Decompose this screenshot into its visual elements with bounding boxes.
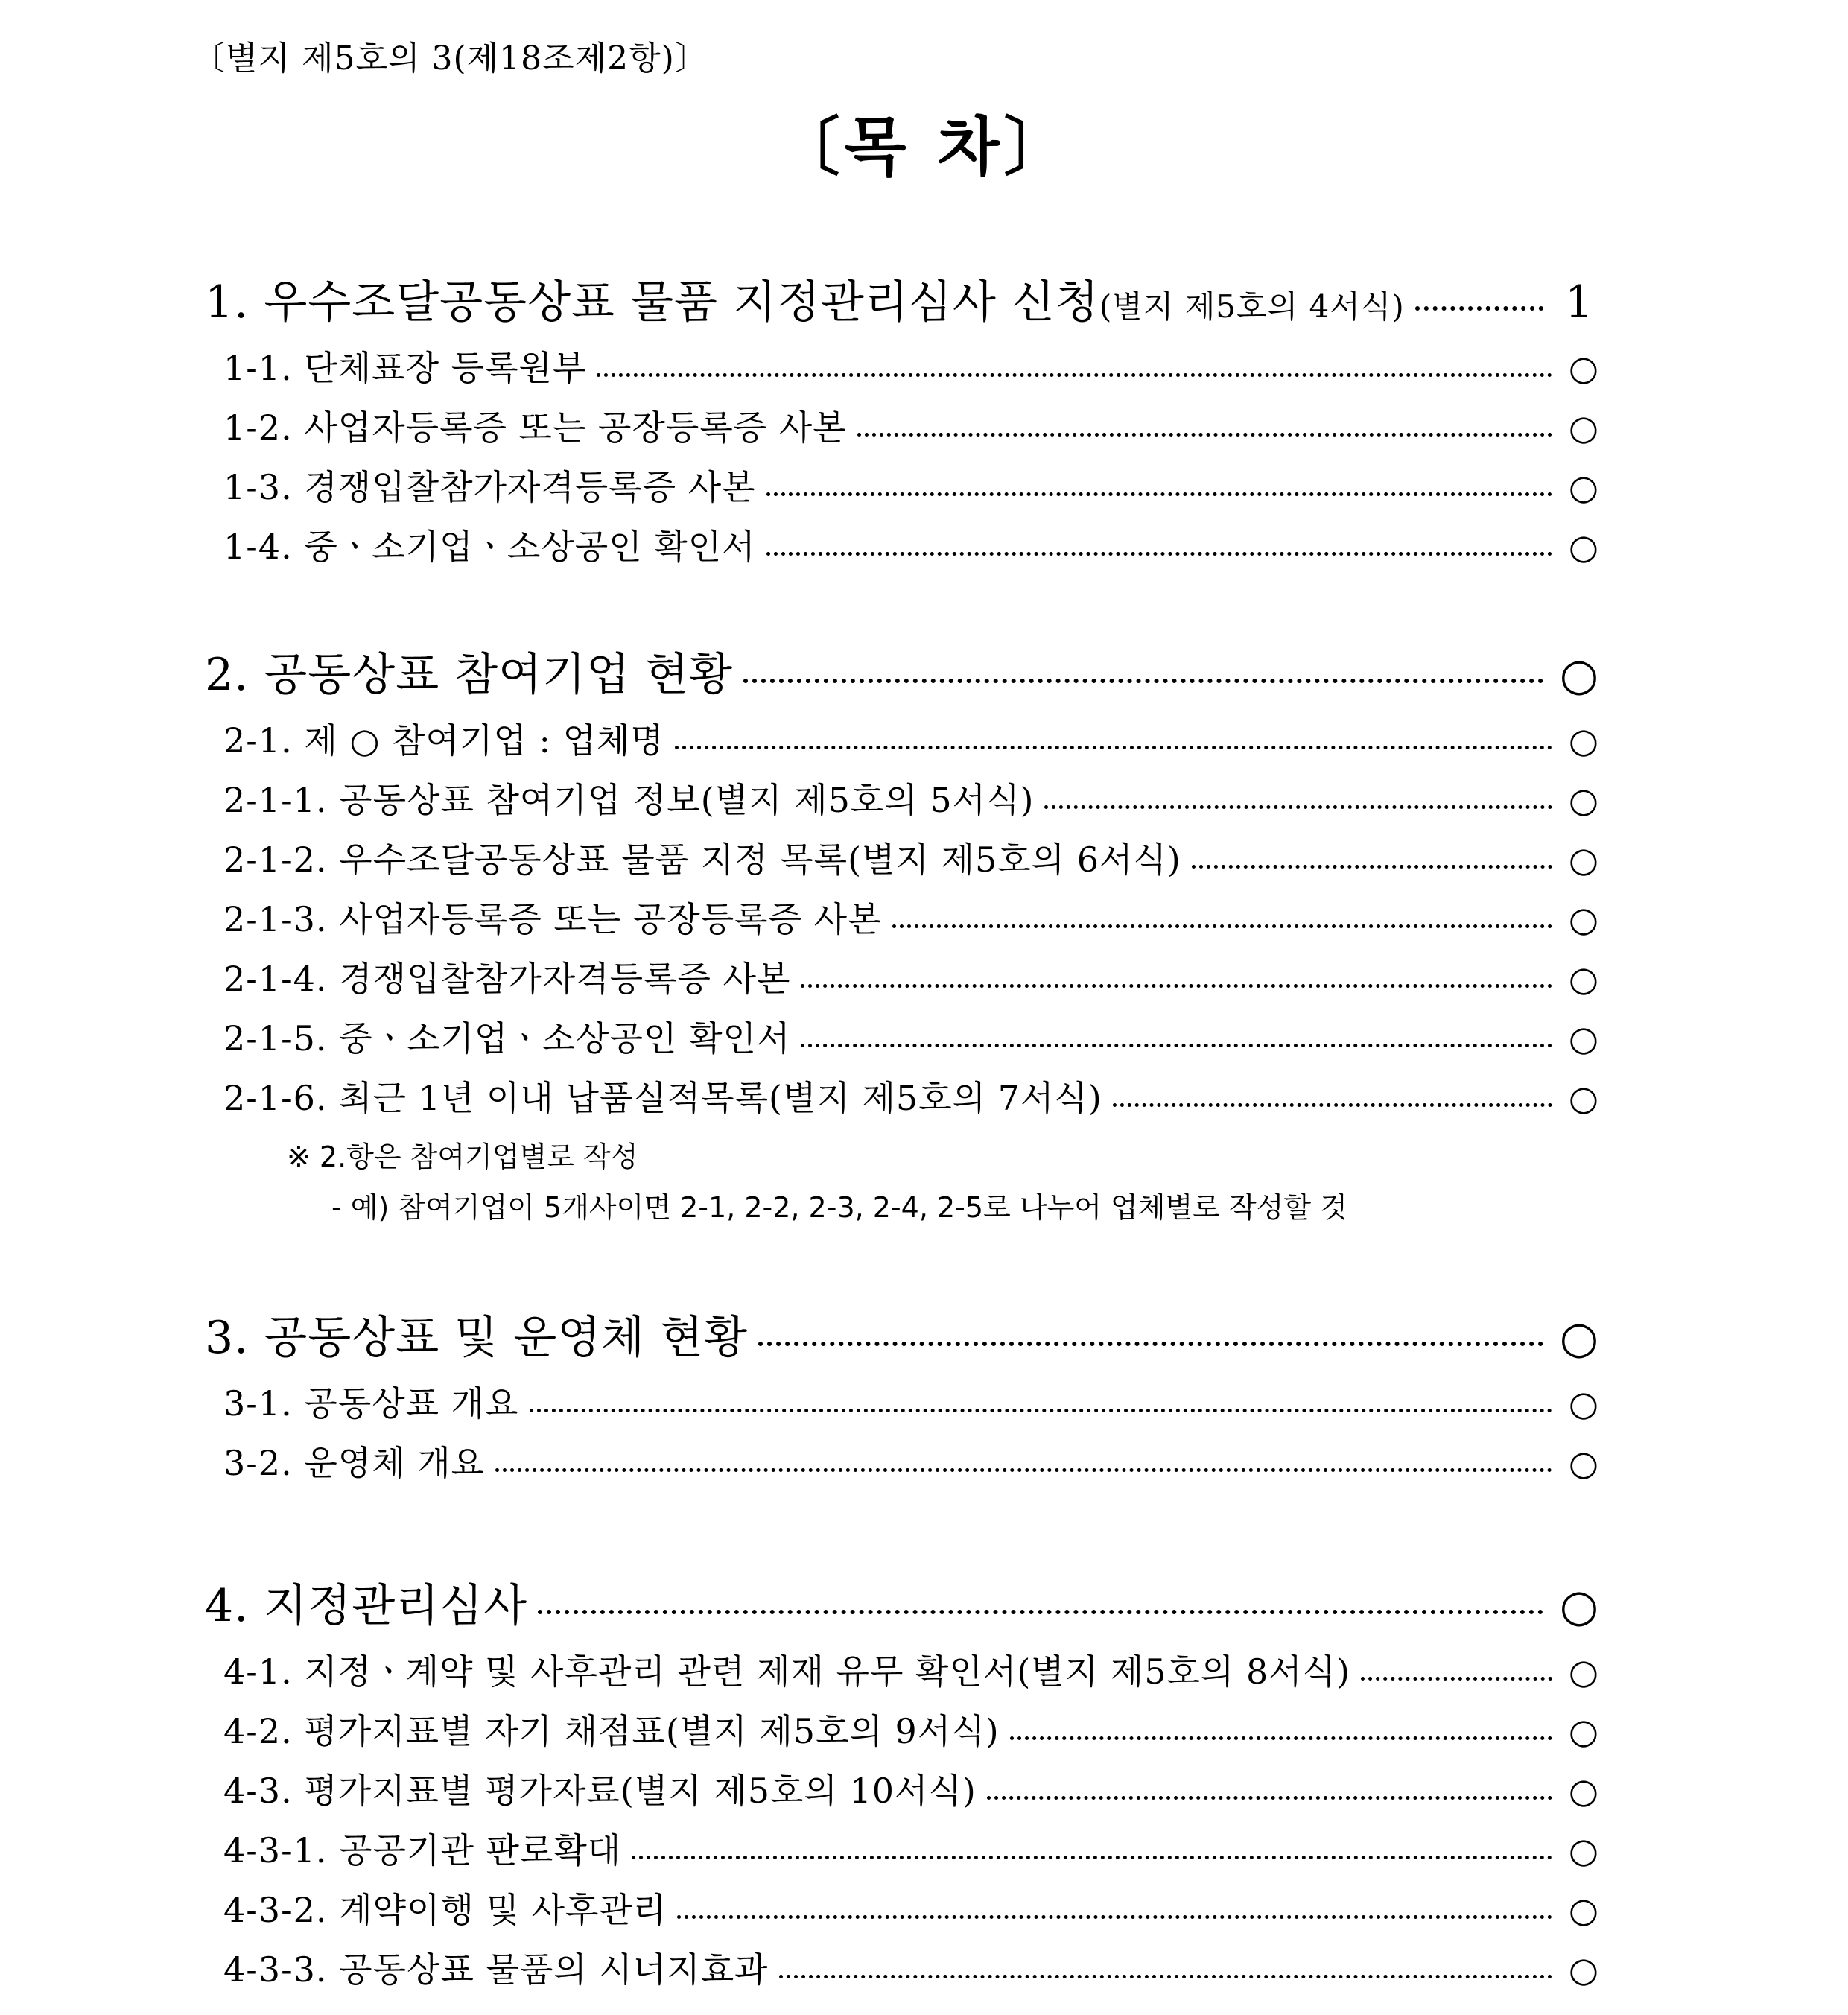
toc-item-label: 1-2. 사업자등록증 또는 공장등록증 사본	[223, 407, 847, 448]
toc-item-page: ○	[1568, 1383, 1599, 1424]
dot-leader	[677, 1915, 1552, 1919]
toc-section-2	[205, 639, 1601, 699]
dot-leader	[1415, 306, 1543, 311]
dot-leader	[1113, 1103, 1552, 1107]
toc-item-2-1-5	[223, 1012, 1601, 1061]
toc-item-label: 1-4. 중ㆍ소기업ㆍ소상공인 확인서	[223, 527, 756, 567]
toc-item-label: 4-2. 평가지표별 자기 채점표(별지 제5호의 9서식)	[223, 1711, 1000, 1751]
toc-item-label: 2-1-3. 사업자등록증 또는 공장등록증 사본	[223, 899, 882, 939]
toc-section-1	[205, 267, 1601, 329]
toc-item-label: 1-3. 경쟁입찰참가자격등록증 사본	[223, 467, 756, 507]
toc-section-1-page: 1	[1564, 276, 1594, 329]
toc-item-4-2	[223, 1704, 1601, 1754]
toc-section-4	[205, 1570, 1601, 1630]
dot-leader	[743, 679, 1543, 683]
toc-item-1-1	[223, 341, 1601, 390]
toc-item-page: ○	[1568, 1443, 1599, 1483]
toc-item-1-2	[223, 401, 1601, 450]
toc-item-page: ○	[1568, 780, 1599, 820]
toc-item-label: 3-1. 공동상표 개요	[223, 1383, 519, 1424]
toc-item-label: 3-2. 운영체 개요	[223, 1443, 486, 1483]
dot-leader	[495, 1468, 1552, 1472]
page-title: 〔목 차〕	[775, 110, 1073, 185]
toc-item-label: 2-1. 제 ○ 참여기업 : 업체명	[223, 720, 664, 761]
toc-item-page: ○	[1568, 959, 1599, 999]
toc-item-page: ○	[1568, 1711, 1599, 1751]
toc-item-label: 4-3-2. 계약이행 및 사후관리	[223, 1890, 667, 1930]
toc-item-page: ○	[1568, 899, 1599, 939]
toc-item-4-1	[223, 1645, 1601, 1694]
toc-item-2-1-3	[223, 892, 1601, 942]
toc-item-page: ○	[1568, 527, 1599, 567]
toc-item-page: ○	[1568, 1830, 1599, 1870]
toc-item-page: ○	[1568, 840, 1599, 880]
toc-section-3-title: 3. 공동상표 및 운영체 현황	[205, 1312, 749, 1364]
dot-leader	[538, 1610, 1543, 1614]
toc-section-2-page: ○	[1559, 649, 1599, 701]
toc-item-2-1-1	[223, 773, 1601, 822]
dot-leader	[597, 373, 1552, 377]
toc-item-page: ○	[1568, 720, 1599, 761]
toc-item-2-1	[223, 714, 1601, 763]
toc-item-4-3	[223, 1764, 1601, 1813]
toc-item-3-1	[223, 1377, 1601, 1426]
toc-item-label: 4-3-1. 공공기관 판로확대	[223, 1830, 622, 1870]
toc-item-page: ○	[1568, 1651, 1599, 1692]
dot-leader	[758, 1342, 1543, 1346]
toc-item-2-1-2	[223, 833, 1601, 882]
toc-item-label: 4-3. 평가지표별 평가자료(별지 제5호의 10서식)	[223, 1771, 977, 1811]
toc-item-label: 4-1. 지정ㆍ계약 및 사후관리 관련 제재 유무 확인서(별지 제5호의 8서식)	[223, 1651, 1351, 1692]
toc-item-1-4	[223, 520, 1601, 569]
toc-item-page: ○	[1568, 1890, 1599, 1930]
toc-section-3	[205, 1302, 1601, 1362]
toc-item-page: ○	[1568, 467, 1599, 507]
toc-section-4-title: 4. 지정관리심사	[205, 1580, 528, 1632]
toc-item-page: ○	[1568, 1018, 1599, 1059]
toc-item-label: 2-1-2. 우수조달공동상표 물품 지정 목록(별지 제5호의 6서식)	[223, 840, 1181, 880]
note-line: ※ 2.항은 참여기업별로 작성	[287, 1140, 638, 1173]
toc-item-label: 2-1-1. 공동상표 참여기업 정보(별지 제5호의 5서식)	[223, 780, 1035, 820]
toc-item-label: 2-1-6. 최근 1년 이내 납품실적목록(별지 제5호의 7서식)	[223, 1078, 1102, 1118]
dot-leader	[1044, 805, 1552, 809]
form-label: 〔별지 제5호의 3(제18조제2항)〕	[192, 39, 708, 77]
dot-leader	[779, 1975, 1552, 1978]
toc-section-1-title: 1. 우수조달공동상표 물품 지정관리심사 신청(별지 제5호의 4서식)	[205, 276, 1405, 329]
toc-item-label: 4-3-3. 공동상표 물품의 시너지효과	[223, 1949, 769, 1990]
dot-leader	[987, 1796, 1552, 1800]
toc-item-2-1-6	[223, 1071, 1601, 1120]
dot-leader	[766, 552, 1552, 556]
toc-item-label: 2-1-4. 경쟁입찰참가자격등록증 사본	[223, 959, 791, 999]
dot-leader	[801, 1044, 1552, 1047]
toc-item-page: ○	[1568, 1949, 1599, 1990]
dot-leader	[892, 924, 1552, 928]
dot-leader	[857, 433, 1552, 437]
toc-item-page: ○	[1568, 348, 1599, 388]
toc-item-page: ○	[1568, 1771, 1599, 1811]
dot-leader	[801, 984, 1552, 988]
note-example-line: - 예) 참여기업이 5개사이면 2-1, 2-2, 2-3, 2-4, 2-5로 나누어 업체별로 작성할 것	[331, 1191, 1347, 1224]
dot-leader	[1361, 1677, 1552, 1681]
toc-item-4-3-3	[223, 1943, 1601, 1992]
toc-item-3-2	[223, 1436, 1601, 1485]
toc-section-2-title: 2. 공동상표 참여기업 현황	[205, 649, 734, 701]
toc-item-page: ○	[1568, 1078, 1599, 1118]
toc-section-4-page: ○	[1559, 1580, 1599, 1632]
toc-item-label: 1-1. 단체표장 등록원부	[223, 348, 587, 388]
dot-leader	[530, 1409, 1552, 1412]
toc-section-3-page: ○	[1559, 1312, 1599, 1364]
dot-leader	[632, 1856, 1552, 1859]
toc-item-4-3-2	[223, 1883, 1601, 1932]
dot-leader	[675, 746, 1552, 749]
toc-item-4-3-1	[223, 1824, 1601, 1873]
toc-item-page: ○	[1568, 407, 1599, 448]
dot-leader	[766, 492, 1552, 496]
toc-item-2-1-4	[223, 952, 1601, 1001]
toc-item-label: 2-1-5. 중ㆍ소기업ㆍ소상공인 확인서	[223, 1018, 791, 1059]
dot-leader	[1192, 865, 1552, 869]
dot-leader	[1010, 1736, 1552, 1740]
toc-item-1-3	[223, 460, 1601, 510]
